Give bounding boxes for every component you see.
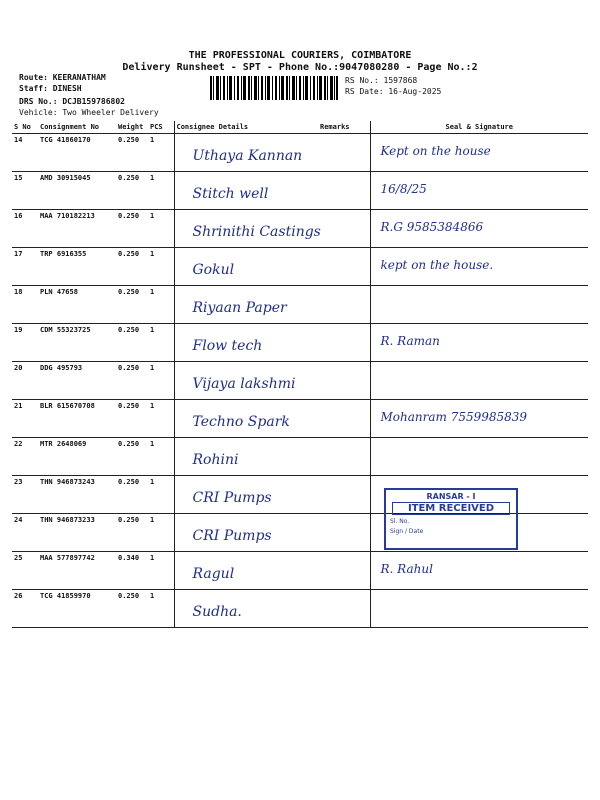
cell-pcs: 1	[148, 362, 174, 400]
cell-weight: 0.340	[116, 552, 148, 590]
cell-sno: 21	[12, 400, 38, 438]
table-row	[12, 172, 588, 210]
cell-sno: 14	[12, 134, 38, 172]
cell-weight: 0.250	[116, 172, 148, 210]
cell-remarks	[318, 362, 370, 400]
cell-pcs: 1	[148, 210, 174, 248]
staff-label: Staff: DINESH	[19, 84, 82, 93]
cell-signature	[370, 362, 588, 400]
handwritten-consignee: Riyaan Paper	[192, 300, 287, 316]
handwritten-consignee: Techno Spark	[192, 414, 290, 430]
rs-number: RS No.: 1597868	[345, 76, 418, 85]
route-label: Route: KEERANATHAM	[19, 73, 106, 82]
cell-pcs: 1	[148, 476, 174, 514]
cell-signature	[370, 324, 588, 362]
col-header-pcs: PCS	[148, 121, 174, 134]
cell-signature	[370, 134, 588, 172]
vehicle-label: Vehicle: Two Wheeler Delivery	[19, 108, 159, 117]
stamp-line3: Sl. No.	[390, 518, 410, 525]
table-row	[12, 286, 588, 324]
cell-consignment-no: TCG 41859970	[38, 590, 116, 628]
cell-pcs: 1	[148, 248, 174, 286]
table-row	[12, 324, 588, 362]
cell-sno: 20	[12, 362, 38, 400]
document-title: THE PROFESSIONAL COURIERS, COIMBATORE	[188, 50, 412, 61]
cell-pcs: 1	[148, 286, 174, 324]
cell-pcs: 1	[148, 324, 174, 362]
table-row	[12, 438, 588, 476]
cell-consignee	[174, 324, 318, 362]
handwritten-consignee: Vijaya lakshmi	[192, 376, 296, 392]
cell-signature	[370, 248, 588, 286]
handwritten-signature: R. Rahul	[380, 562, 433, 576]
cell-consignment-no: BLR 615670708	[38, 400, 116, 438]
cell-sno: 18	[12, 286, 38, 324]
cell-signature	[370, 210, 588, 248]
cell-sno: 26	[12, 590, 38, 628]
cell-remarks	[318, 552, 370, 590]
cell-consignment-no: TCG 41860170	[38, 134, 116, 172]
cell-consignee	[174, 134, 318, 172]
cell-consignee	[174, 514, 318, 552]
cell-sno: 24	[12, 514, 38, 552]
cell-remarks	[318, 210, 370, 248]
handwritten-signature: R. Raman	[380, 334, 440, 348]
cell-signature	[370, 590, 588, 628]
cell-consignee	[174, 438, 318, 476]
cell-weight: 0.250	[116, 286, 148, 324]
table-header-row	[12, 121, 588, 134]
handwritten-consignee: CRI Pumps	[192, 528, 272, 544]
handwritten-signature: R.G 9585384866	[380, 220, 484, 234]
cell-consignment-no: MAA 577897742	[38, 552, 116, 590]
cell-consignment-no: CDM 55323725	[38, 324, 116, 362]
cell-sno: 17	[12, 248, 38, 286]
cell-weight: 0.250	[116, 134, 148, 172]
cell-consignee	[174, 172, 318, 210]
table-row	[12, 248, 588, 286]
cell-consignment-no: DDG 495793	[38, 362, 116, 400]
cell-weight: 0.250	[116, 590, 148, 628]
cell-consignment-no: MTR 2648069	[38, 438, 116, 476]
col-header-weight: Weight	[116, 121, 148, 134]
cell-remarks	[318, 438, 370, 476]
col-header-consignment: Consignment No	[38, 121, 116, 134]
cell-signature	[370, 172, 588, 210]
cell-pcs: 1	[148, 400, 174, 438]
cell-pcs: 1	[148, 590, 174, 628]
table-row	[12, 134, 588, 172]
cell-sno: 23	[12, 476, 38, 514]
handwritten-signature: Mohanram 7559985839	[380, 410, 528, 424]
cell-weight: 0.250	[116, 362, 148, 400]
cell-consignee	[174, 362, 318, 400]
cell-remarks	[318, 400, 370, 438]
cell-pcs: 1	[148, 552, 174, 590]
cell-remarks	[318, 476, 370, 514]
handwritten-signature: kept on the house.	[380, 258, 494, 272]
handwritten-consignee: Sudha.	[192, 604, 242, 620]
handwritten-signature: 16/8/25	[380, 182, 427, 196]
cell-sno: 22	[12, 438, 38, 476]
handwritten-consignee: Ragul	[192, 566, 235, 582]
cell-remarks	[318, 286, 370, 324]
cell-consignment-no: THN 946873233	[38, 514, 116, 552]
col-header-seal: Seal & Signature	[370, 121, 588, 134]
cell-consignment-no: MAA 710182213	[38, 210, 116, 248]
cell-signature	[370, 438, 588, 476]
cell-signature	[370, 400, 588, 438]
cell-consignment-no: PLN 47658	[38, 286, 116, 324]
stamp-line1: RANSAR - I	[426, 492, 476, 501]
item-received-stamp	[384, 488, 518, 550]
handwritten-consignee: Flow tech	[192, 338, 263, 354]
col-header-consignee: Consignee Details	[174, 121, 318, 134]
cell-pcs: 1	[148, 172, 174, 210]
cell-consignee	[174, 590, 318, 628]
drs-number: DRS No.: DCJB159786802	[19, 97, 125, 106]
cell-remarks	[318, 514, 370, 552]
cell-consignee	[174, 286, 318, 324]
cell-pcs: 1	[148, 514, 174, 552]
cell-weight: 0.250	[116, 248, 148, 286]
handwritten-consignee: CRI Pumps	[192, 490, 272, 506]
cell-remarks	[318, 590, 370, 628]
cell-remarks	[318, 134, 370, 172]
cell-remarks	[318, 248, 370, 286]
cell-consignee	[174, 400, 318, 438]
col-header-remarks: Remarks	[318, 121, 370, 134]
stamp-line2: ITEM RECEIVED	[392, 502, 510, 515]
cell-weight: 0.250	[116, 324, 148, 362]
cell-pcs: 1	[148, 438, 174, 476]
cell-sno: 15	[12, 172, 38, 210]
cell-consignee	[174, 552, 318, 590]
cell-sno: 25	[12, 552, 38, 590]
handwritten-signature: Kept on the house	[380, 144, 491, 158]
col-header-sno: S No	[12, 121, 38, 134]
cell-weight: 0.250	[116, 514, 148, 552]
cell-pcs: 1	[148, 134, 174, 172]
table-row	[12, 590, 588, 628]
handwritten-consignee: Shrinithi Castings	[192, 224, 321, 240]
barcode-image	[210, 76, 338, 100]
runsheet-table	[12, 121, 588, 628]
cell-weight: 0.250	[116, 438, 148, 476]
cell-consignee	[174, 248, 318, 286]
cell-remarks	[318, 172, 370, 210]
handwritten-consignee: Rohini	[192, 452, 239, 468]
table-row	[12, 552, 588, 590]
cell-sno: 16	[12, 210, 38, 248]
cell-consignment-no: AMD 30915045	[38, 172, 116, 210]
cell-weight: 0.250	[116, 476, 148, 514]
cell-weight: 0.250	[116, 210, 148, 248]
table-row	[12, 210, 588, 248]
cell-consignee	[174, 476, 318, 514]
handwritten-consignee: Uthaya Kannan	[192, 148, 303, 164]
cell-consignment-no: THN 946873243	[38, 476, 116, 514]
table-row	[12, 362, 588, 400]
cell-consignee	[174, 210, 321, 248]
cell-signature	[370, 552, 588, 590]
document-subtitle: Delivery Runsheet - SPT - Phone No.:9047080280 - Page No.:2	[122, 62, 478, 73]
stamp-line4: Sign / Date	[390, 528, 424, 535]
rs-date: RS Date: 16-Aug-2025	[345, 87, 442, 96]
cell-sno: 19	[12, 324, 38, 362]
cell-weight: 0.250	[116, 400, 148, 438]
handwritten-consignee: Gokul	[192, 262, 235, 278]
cell-consignment-no: TRP 6916355	[38, 248, 116, 286]
table-row	[12, 400, 588, 438]
cell-remarks	[318, 324, 370, 362]
cell-signature	[370, 286, 588, 324]
handwritten-consignee: Stitch well	[192, 186, 269, 202]
